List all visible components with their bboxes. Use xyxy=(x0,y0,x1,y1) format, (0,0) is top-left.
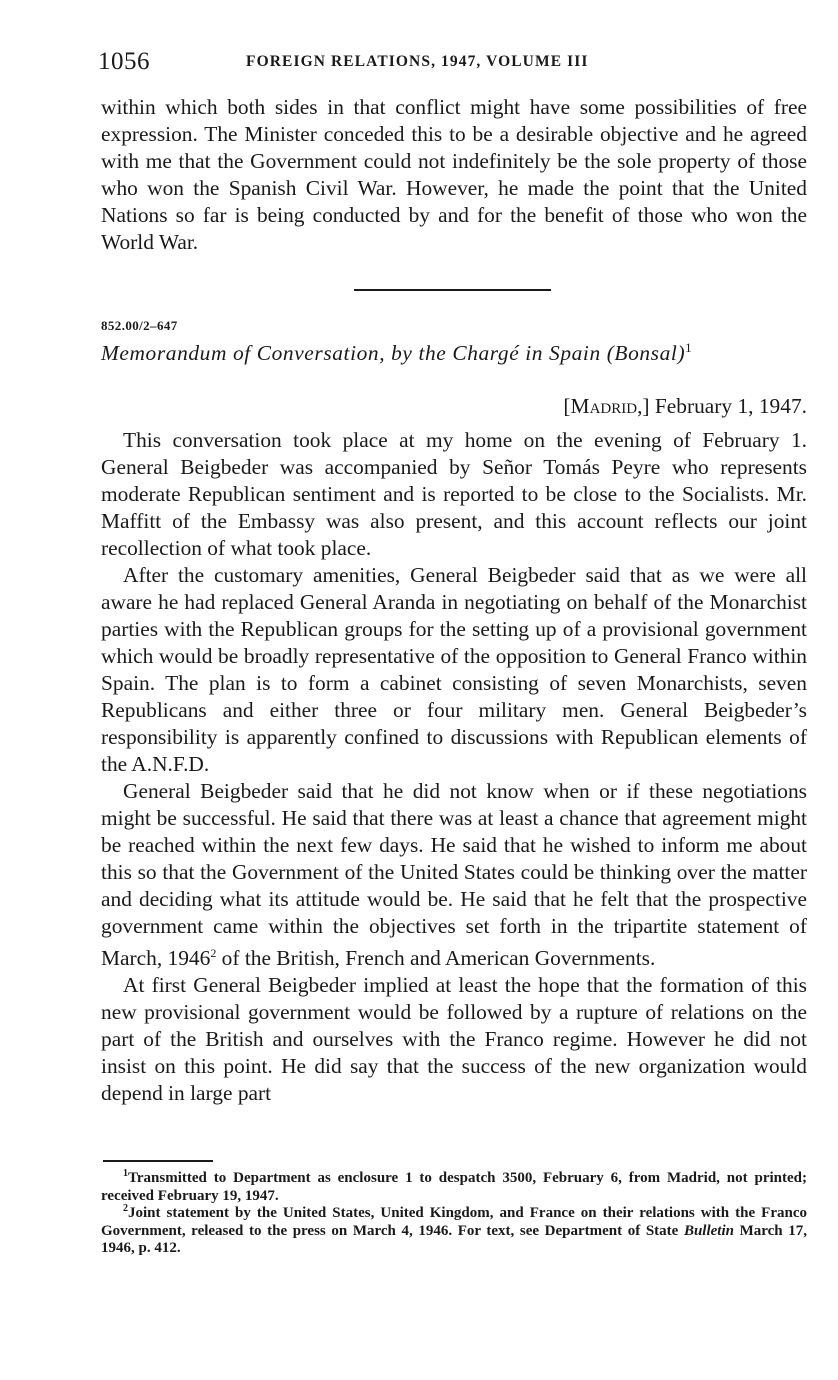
paragraph: After the customary amenities, General Beigbeder said that as we were all aware he had replaced General Aranda in negotiating on behalf of the Monarchist parties with the Republican groups for the setting up of a provisional government which would be broadly representative of the opposition to General Franco within Spain. The plan is to form a cabinet consisting of seven Monarchists, seven Republicans and either three or four military men. General Beigbeder’s responsibility is apparently confined to discussions with Republican elements of the A.N.F.D. xyxy=(101,563,807,776)
footnote-reference: 1 xyxy=(685,340,693,355)
dateline-date: February 1, 1947. xyxy=(654,394,807,418)
footnote-mark: 1 xyxy=(123,1168,128,1179)
footnote-text: Transmitted to Department as enclosure 1 to despatch 3500, February 6, from Madrid, not printed; received February 19, 1947. xyxy=(101,1170,807,1204)
footnotes xyxy=(101,1170,807,1258)
paragraph-text-tail: of the British, French and American Governments. xyxy=(216,946,656,971)
document-title-text: Memorandum of Conversation, by the Chargé in Spain (Bonsal) xyxy=(101,341,686,366)
dateline-place: Madrid, xyxy=(570,394,643,418)
paragraph-text: General Beigbeder said that he did not know when or if these negotiations might be successful. He said that there was at least a chance that agreement might be reached within the next few days. He said that he wished to inform me about this so that the Government of the United States could be thinking over the matter and deciding what its attitude would be. He said that he felt that the prospective government came within the objectives set forth in the tripartite statement of March, 1946 xyxy=(101,779,807,971)
footnote-text: Joint statement by the United States, United Kingdom, and France on their relations with the Franco Government, released to the press on March 4, 1946. For text, see Department of State xyxy=(101,1205,807,1239)
paragraph xyxy=(101,778,807,972)
paragraph: This conversation took place at my home on the evening of February 1. General Beigbeder was accompanied by Señor Tomás Peyre who represents moderate Republican sentiment and is reported to be close to the Socialists. Mr. Maffitt of the Embassy was also present, and this account reflects our joint recollection of what took place. xyxy=(101,428,807,560)
footnote-text-tail: March 17, 1946, p. 412. xyxy=(101,1222,808,1256)
file-number: 852.00/2–647 xyxy=(101,318,178,333)
section-divider xyxy=(354,289,551,291)
footnote-divider xyxy=(103,1160,213,1162)
continuation-paragraph xyxy=(101,94,807,256)
paragraph-text: within which both sides in that conflict might have some possibilities of free expression. The Minister conceded this to be a desirable objective and he agreed with me that the Government could not indefinitely be the sole property of those who won the Spanish Civil War. However, he made the point that the United Nations so far is being conducted by and for the benefit of those who won the World War. xyxy=(101,95,807,254)
running-header xyxy=(98,48,807,78)
footnote-mark: 2 xyxy=(123,1203,128,1214)
running-title: FOREIGN RELATIONS, 1947, VOLUME III xyxy=(246,53,589,70)
footnote-italic: Bulletin xyxy=(683,1222,734,1239)
page-number: 1056 xyxy=(98,48,150,75)
paragraph: At first General Beigbeder implied at least the hope that the formation of this new provisional government would be followed by a rupture of relations on the part of the British and ourselves with the Franco regime. However he did not insist on this point. He did say that the success of the new organization would depend in large part xyxy=(101,973,807,1106)
footnote-reference: 2 xyxy=(210,946,217,960)
footnote xyxy=(101,1170,807,1205)
document-title xyxy=(101,340,692,366)
dateline: [Madrid,] February 1, 1947. xyxy=(563,394,807,418)
memorandum-body xyxy=(101,427,807,1107)
footnote xyxy=(101,1205,807,1258)
